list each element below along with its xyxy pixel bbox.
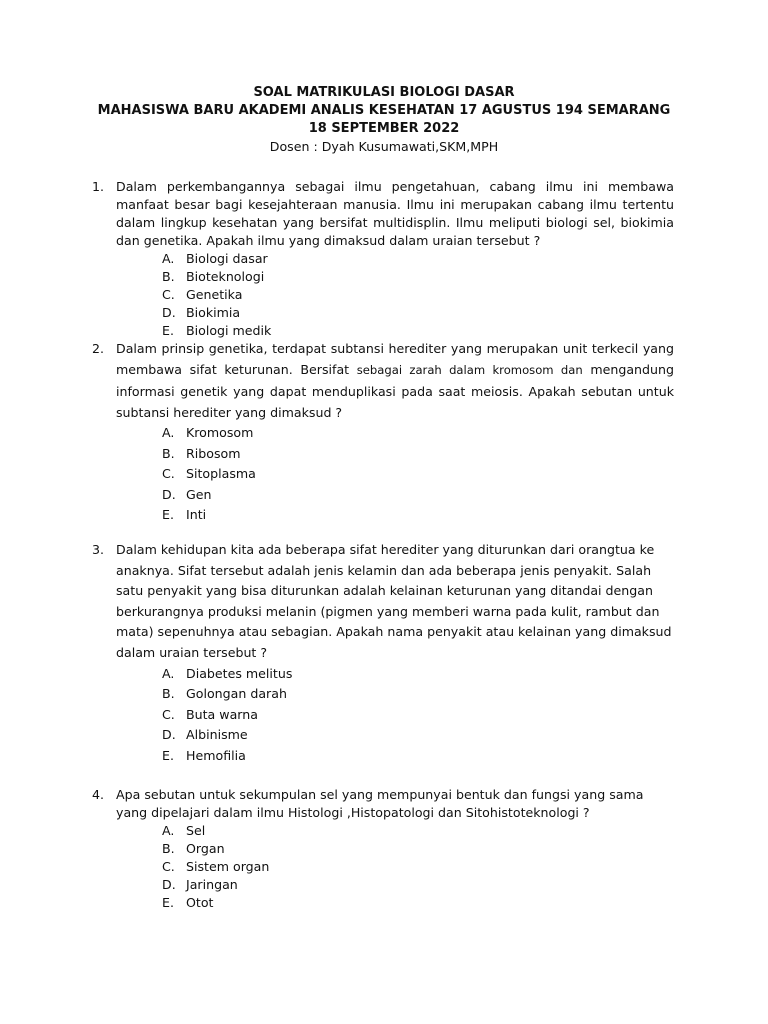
question-number: 2. (92, 341, 105, 356)
option-text: Biologi medik (186, 323, 272, 338)
option-d (162, 485, 674, 506)
option-c (162, 858, 674, 876)
document-header (0, 84, 768, 156)
question-2 (92, 338, 674, 526)
question-1 (92, 178, 674, 340)
option-b (162, 444, 674, 465)
option-text: Diabetes melitus (186, 665, 293, 681)
option-text: Inti (186, 507, 207, 523)
option-a (162, 822, 674, 840)
option-letter: E. (162, 747, 174, 763)
option-letter: E. (162, 323, 174, 338)
option-letter: A. (162, 425, 175, 440)
option-a (162, 664, 674, 685)
option-letter: B. (162, 841, 175, 856)
lecturer-line: Dosen : Dyah Kusumawati,SKM,MPH (269, 139, 499, 154)
option-letter: E. (162, 507, 174, 523)
option-e (162, 505, 674, 526)
option-c (162, 286, 674, 304)
option-letter: A. (162, 251, 175, 266)
option-letter: C. (162, 287, 175, 302)
option-text: Otot (186, 895, 214, 910)
option-b (162, 268, 674, 286)
option-a (162, 423, 674, 444)
option-letter: D. (162, 877, 176, 892)
option-letter: A. (162, 665, 175, 681)
option-c (162, 464, 674, 485)
option-text: Genetika (186, 287, 243, 302)
options-list (162, 250, 674, 340)
option-text: Sitoplasma (186, 466, 256, 482)
question-number: 4. (92, 787, 105, 802)
question-number: 3. (92, 542, 105, 557)
option-c (162, 705, 674, 726)
option-letter: E. (162, 895, 174, 910)
option-text: Bioteknologi (186, 269, 265, 284)
question-text: Apa sebutan untuk sekumpulan sel yang mempunyai bentuk dan fungsi yang sama yang dipelajari dalam ilmu Histologi ,Histopatologi dan Sitohistoteknologi ? (116, 787, 644, 820)
option-text: Sistem organ (186, 859, 270, 874)
option-text: Biokimia (186, 305, 241, 320)
option-text: Albinisme (186, 727, 248, 743)
question-text: Dalam kehidupan kita ada beberapa sifat herediter yang diturunkan dari orangtua ke anaknya. Sifat tersebut adalah jenis kelamin dan ada beberapa jenis penyakit. Salah satu penyakit yang bisa diturunkan adalah kelainan keturunan yang ditandai dengan berkurangnya produksi melanin (pigmen yang memberi warna pada kulit, rambut dan mata) sepenuhnya atau sebagian. Apakah nama penyakit atau kelainan yang dimaksud dalam uraian tersebut ? (116, 542, 672, 660)
option-text: Gen (186, 486, 212, 502)
option-letter: B. (162, 686, 175, 702)
options-list (162, 423, 674, 526)
option-e (162, 894, 674, 912)
question-text: Dalam perkembangannya sebagai ilmu pengetahuan, cabang ilmu ini membawa manfaat besar bagi kesejahteraan manusia. Ilmu ini merupakan cabang ilmu tertentu dalam lingkup kesehatan yang bersifat multidisplin. Ilmu meliputi biologi sel, biokimia dan genetika. Apakah ilmu yang dimaksud dalam uraian tersebut ? (116, 179, 674, 248)
option-d (162, 304, 674, 322)
question-text (116, 338, 674, 423)
option-letter: C. (162, 466, 175, 482)
option-text: Ribosom (186, 445, 241, 461)
option-text: Jaringan (186, 877, 238, 892)
option-text: Kromosom (186, 425, 254, 440)
option-b (162, 840, 674, 858)
option-b (162, 684, 674, 705)
title-line-1: SOAL MATRIKULASI BIOLOGI DASAR (253, 85, 515, 100)
option-letter: A. (162, 823, 175, 838)
title-line-2: MAHASISWA BARU AKADEMI ANALIS KESEHATAN 17 AGUSTUS 194 SEMARANG (97, 103, 671, 118)
option-letter: B. (162, 269, 175, 284)
option-letter: B. (162, 445, 175, 461)
options-list (162, 822, 674, 912)
option-text: Biologi dasar (186, 251, 268, 266)
options-list (162, 664, 674, 767)
option-a (162, 250, 674, 268)
question-4 (92, 786, 674, 912)
option-letter: D. (162, 486, 176, 502)
option-text: Golongan darah (186, 686, 287, 702)
option-letter: C. (162, 706, 175, 722)
option-letter: C. (162, 859, 175, 874)
option-text: Organ (186, 841, 225, 856)
question-text-part-1: Dalam prinsip genetika, terdapat subtansi herediter yang merupakan unit terkecil yang membawa sifat keturunan. Bersifat (116, 341, 674, 377)
question-text-part-3: mengandung informasi genetik yang dapat menduplikasi pada saat meiosis. Apakah sebutan untuk subtansi herediter yang dimaksud ? (116, 362, 674, 420)
option-text: Buta warna (186, 706, 258, 722)
option-d (162, 725, 674, 746)
question-3 (92, 540, 674, 767)
title-date: 18 SEPTEMBER 2022 (308, 121, 460, 136)
question-text-part-2: sebagai zarah dalam kromosom dan (356, 363, 583, 377)
option-d (162, 876, 674, 894)
question-number: 1. (92, 179, 105, 194)
option-text: Hemofilia (186, 747, 246, 763)
option-letter: D. (162, 305, 176, 320)
option-text: Sel (186, 823, 206, 838)
option-letter: D. (162, 727, 176, 743)
option-e (162, 746, 674, 767)
